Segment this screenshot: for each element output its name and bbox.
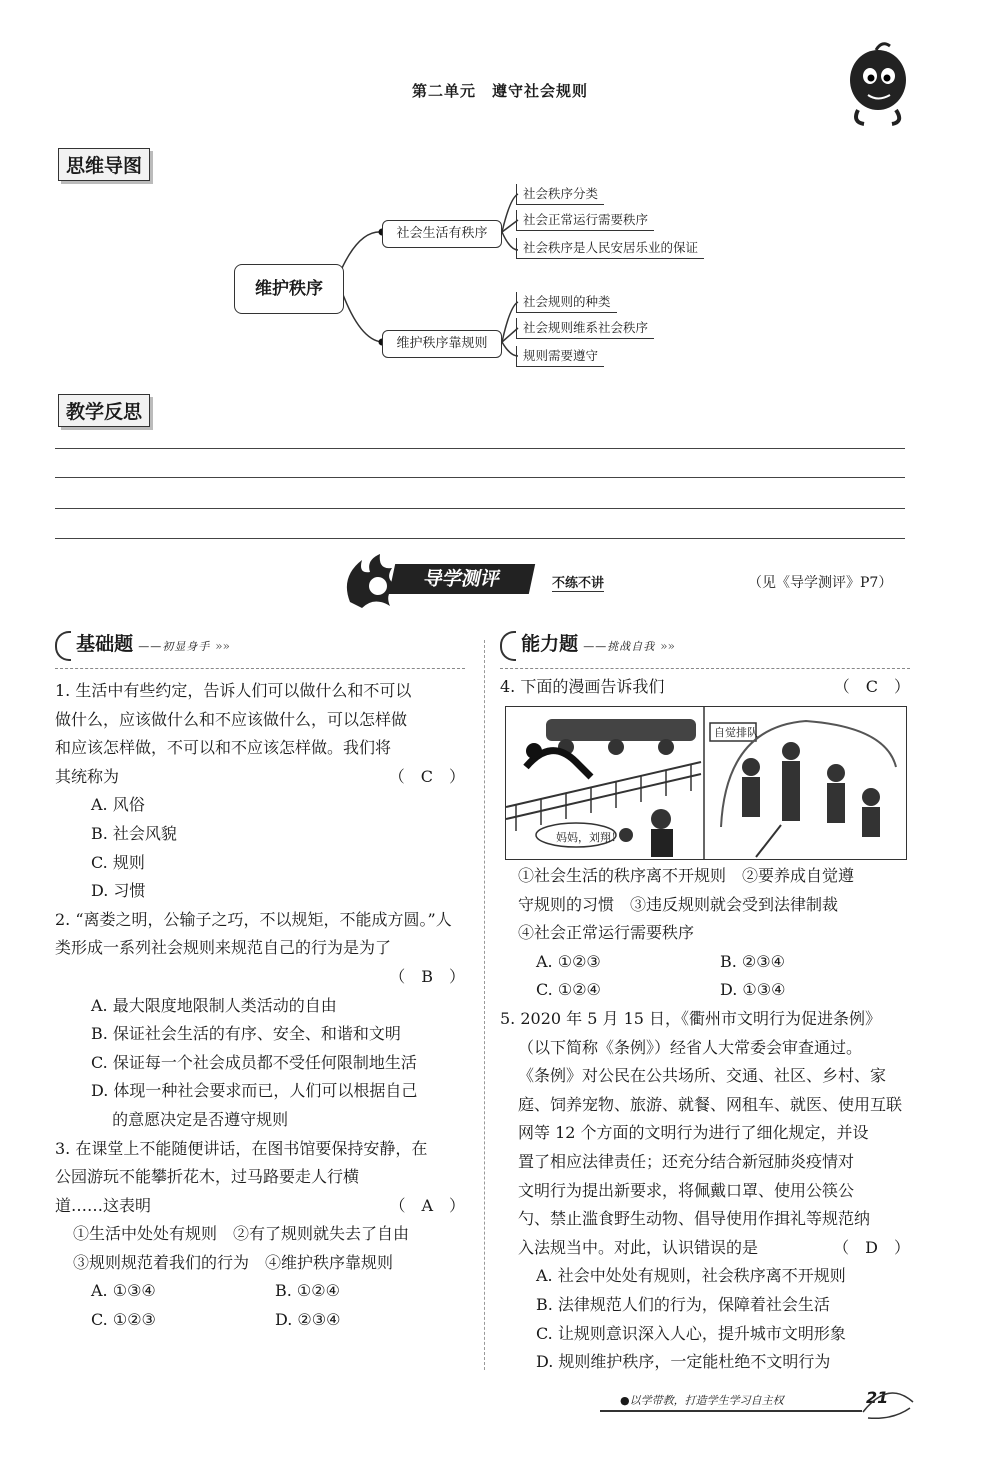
bracket-icon [55,631,71,661]
answer: （ D ） [833,1237,910,1257]
question-line: 公园游玩不能攀折花木，过马路要走人行横 [55,1167,360,1187]
mindmap-tag: 思维导图 [58,148,150,181]
statement: ①生活中处处有规则 ②有了规则就失去了自由 [73,1224,410,1244]
option: D. ②③④ [275,1310,341,1330]
banner-reference: （见《导学测评》P7） [748,575,893,591]
mindmap-leaf: 社会正常运行需要秩序 [516,210,654,231]
question-line: 其统称为 [55,766,120,786]
left-column [55,630,465,1335]
question-line: 文明行为提出新要求，将佩戴口罩、使用公筷公 [518,1180,855,1200]
question-line: 置了相应法律责任；还充分结合新冠肺炎疫情对 [518,1151,855,1171]
page-swirl-icon [858,1372,918,1422]
question-line: 《条例》对公民在公共场所、交通、社区、乡村、家 [518,1066,887,1086]
section-header-ability [500,630,910,669]
option: A. ①②③ [536,951,601,971]
option: B. 法律规范人们的行为，保障着社会生活 [536,1294,830,1314]
answer: （ B ） [389,966,465,986]
section-subtitle: ——挑战自我 [583,640,656,653]
option: D. 规则维护秩序，一定能杜绝不文明行为 [536,1352,831,1372]
option: C. 规则 [91,852,145,872]
mindmap-root: 维护秩序 [234,264,344,314]
option: C. ①②③ [91,1310,156,1330]
writing-line [55,477,905,478]
mindmap-branch-2: 维护秩序靠规则 [382,330,502,358]
chevrons-icon: »» [215,639,230,653]
option: 的意愿决定是否遵守规则 [91,1109,289,1129]
mindmap-leaf: 社会规则维系社会秩序 [516,318,654,339]
option: D. 体现一种社会要求而已，人们可以根据自己 [91,1081,418,1101]
option: B. 保证社会生活的有序、安全、和谐和文明 [91,1024,401,1044]
question-line: 网等 12 个方面的文明行为进行了细化规定，并设 [518,1123,869,1143]
option: B. ①②④ [275,1281,340,1301]
bracket-icon [500,631,516,661]
statement: ④社会正常运行需要秩序 [518,923,695,943]
answer: （ C ） [833,677,910,696]
answer: （ A ） [389,1195,465,1215]
reflection-tag: 教学反思 [58,394,150,427]
option: B. ②③④ [720,951,785,971]
statement: ③规则规范着我们的行为 ④维护秩序靠规则 [73,1252,394,1272]
option: D. 习惯 [91,881,146,901]
mindmap-leaf: 社会秩序分类 [516,184,604,205]
section-header-basic [55,630,465,669]
question-line: （以下简称《条例》）经省人大常委会审查通过。 [518,1037,863,1057]
column-divider [484,640,485,1370]
cartoon-illustration [505,706,907,860]
option: C. 保证每一个社会成员都不受任何限制地生活 [91,1052,417,1072]
question-line: 4. 下面的漫画告诉我们 [500,677,665,696]
option: A. 最大限度地限制人类活动的自由 [91,995,337,1015]
question-line: 和应该怎样做，不可以和不应该怎样做。我们将 [55,738,392,758]
section-title: 基础题 [76,633,134,655]
option: D. ①③④ [720,980,786,1000]
question-line: 2. “离娄之明，公输子之巧，不以规矩，不能成方圆。”人 [55,909,452,929]
chevrons-icon: »» [660,639,675,653]
footer-rule [600,1410,862,1412]
section-subtitle: ——初显身手 [138,640,211,653]
mindmap-leaf: 社会秩序是人民安居乐业的保证 [516,238,704,259]
question-line: 类形成一系列社会规则来规范自己的行为是为了 [55,938,392,958]
question-5 [500,1005,910,1377]
writing-line [55,448,905,449]
question-line: 勺、禁止滥食野生动物、倡导使用作揖礼等规范纳 [518,1209,871,1229]
banner-subtitle: 不练不讲 [552,572,604,592]
statement: 守规则的习惯 ③违反规则就会受到法律制裁 [518,894,839,914]
answer: （ C ） [388,766,465,786]
writing-line [55,508,905,509]
mindmap-leaf: 规则需要遵守 [516,346,604,367]
section-banner [340,552,630,610]
writing-line [55,538,905,539]
cartoon-bubble: 妈妈，刘翔！ [556,831,622,844]
right-column [500,630,910,702]
question-line: 3. 在课堂上不能随便讲话，在图书馆要保持安静，在 [55,1138,428,1158]
question-line: 道……这表明 [55,1195,152,1215]
question-3 [55,1135,465,1335]
question-line: 1. 生活中有些约定，告诉人们可以做什么和不可以 [55,681,412,700]
option: B. 社会风貌 [91,823,177,843]
mascot-illustration [838,40,918,130]
cartoon-sign: 自觉排队 [714,726,758,739]
question-line: 5. 2020 年 5 月 15 日，《衢州市文明行为促进条例》 [500,1008,882,1028]
statement: ①社会生活的秩序离不开规则 ②要养成自觉遵 [518,866,855,885]
footer-slogan: ●以学带教，打造学生学习自主权 [620,1394,784,1407]
question-line: 做什么，应该做什么和不应该做什么，可以怎样做 [55,709,408,729]
question-4-body [500,862,910,1377]
question-line: 入法规当中。对此，认识错误的是 [518,1237,759,1257]
question-1 [55,677,465,906]
mindmap-leaf: 社会规则的种类 [516,292,617,313]
mindmap-branch-1: 社会生活有秩序 [382,220,502,248]
option: C. ①②④ [536,980,601,1000]
unit-title: 第二单元 遵守社会规则 [411,82,588,100]
page-number: 21 [866,1388,889,1407]
option: A. 风俗 [91,795,145,815]
option: A. ①③④ [91,1281,156,1301]
banner-title: 导学测评 [389,564,535,594]
option: A. 社会中处处有规则，社会秩序离不开规则 [536,1266,846,1286]
section-title: 能力题 [521,633,579,655]
option: C. 让规则意识深入人心，提升城市文明形象 [536,1323,846,1343]
question-line: 庭、饲养宠物、旅游、就餐、网租车、就医、使用互联 [518,1094,903,1114]
question-2 [55,906,465,1135]
